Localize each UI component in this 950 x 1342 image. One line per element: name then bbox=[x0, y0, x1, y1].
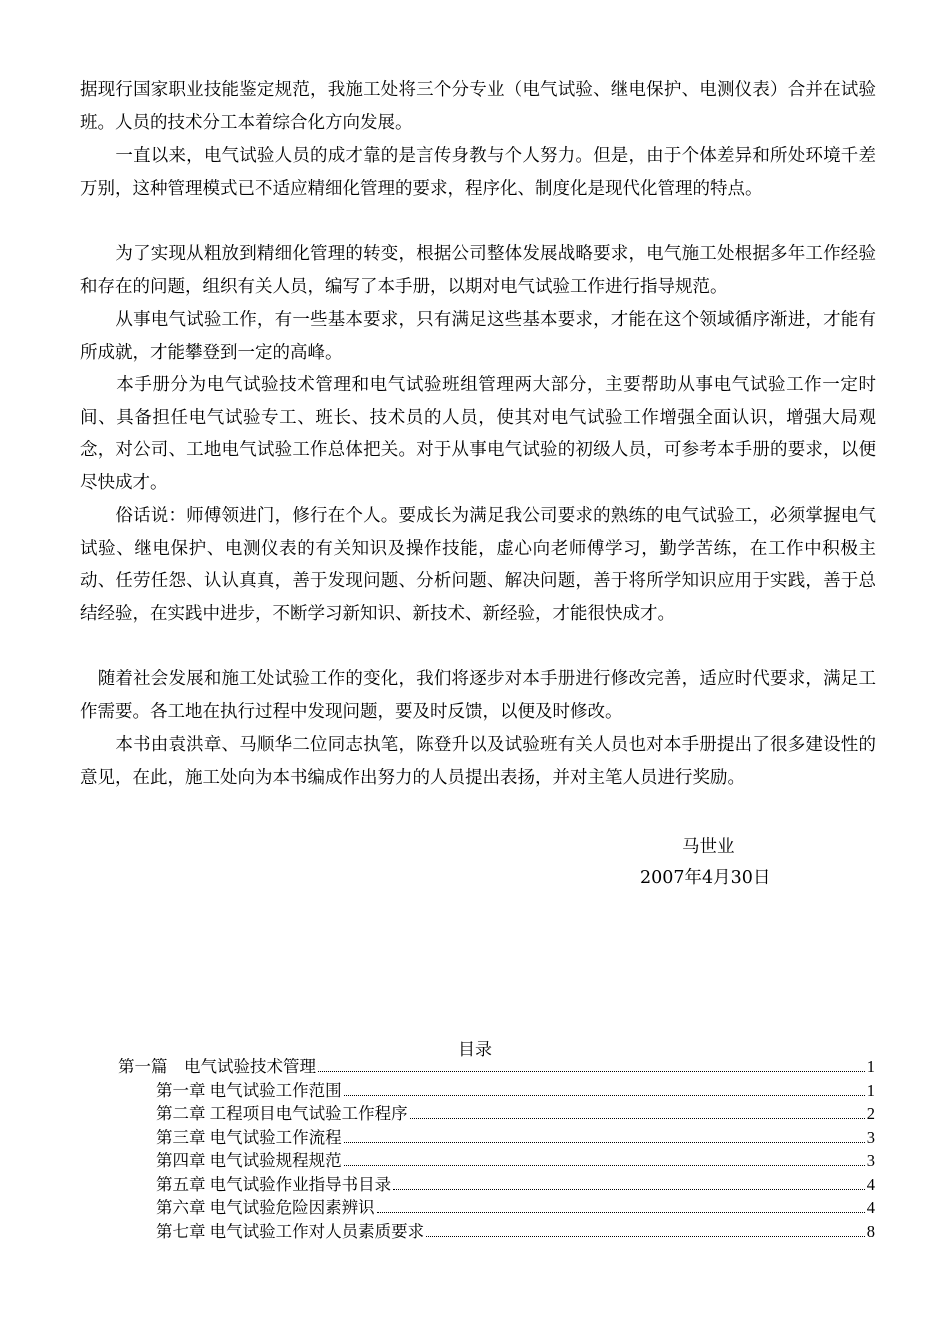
paragraph-8: 本书由袁洪章、马顺华二位同志执笔，陈登升以及试验班有关人员也对本手册提出了很多建设性的意见，在此，施工处向为本书编成作出努力的人员提出表扬，并对主笔人员进行奖励。 bbox=[80, 735, 876, 788]
toc-entry-label: 第三章 电气试验工作流程 bbox=[156, 1127, 342, 1147]
toc-entry-label: 第二章 工程项目电气试验工作程序 bbox=[156, 1104, 408, 1123]
toc-entry-label: 第一篇 电气试验技术管理 bbox=[118, 1057, 316, 1076]
paragraph-2: 一直以来，电气试验人员的成才靠的是言传身教与个人努力。但是，由于个体差异和所处环境千差万别，这种管理模式已不适应精细化管理的要求，程序化、制度化是现代化管理的特点。 bbox=[80, 146, 876, 199]
toc-entry-label: 第六章 电气试验危险因素辨识 bbox=[156, 1198, 375, 1217]
toc-entry-chapter-1[interactable] bbox=[118, 1079, 875, 1103]
paragraph-5: 本手册分为电气试验技术管理和电气试验班组管理两大部分，主要帮助从事电气试验工作一定时间、具备担任电气试验专工、班长、技术员的人员，使其对电气试验工作增强全面认识，增强大局观念，对公司、工地电气试验工作总体把关。对于从事电气试验的初级人员，可参考本手册的要求，以便尽快成才。 bbox=[80, 375, 876, 493]
toc-entry-chapter-4[interactable] bbox=[118, 1149, 875, 1173]
paragraph-7: 随着社会发展和施工处试验工作的变化，我们将逐步对本手册进行修改完善，适应时代要求，满足工作需要。各工地在执行过程中发现问题，要及时反馈，以便及时修改。 bbox=[80, 669, 876, 722]
toc-title: 目录 bbox=[458, 1040, 492, 1059]
toc-leader-dots bbox=[377, 1211, 865, 1213]
toc-entry-part-1[interactable] bbox=[118, 1055, 875, 1079]
toc-leader-dots bbox=[410, 1117, 865, 1119]
toc-leader-dots bbox=[318, 1070, 865, 1072]
toc-entry-page: 1 bbox=[866, 1080, 875, 1100]
toc-entry-chapter-2[interactable] bbox=[118, 1102, 875, 1126]
toc-entry-label: 第五章 电气试验作业指导书目录 bbox=[156, 1174, 392, 1194]
paragraph-3: 为了实现从粗放到精细化管理的转变，根据公司整体发展战略要求，电气施工处根据多年工作经验和存在的问题，组织有关人员，编写了本手册，以期对电气试验工作进行指导规范。 bbox=[80, 244, 876, 297]
toc-leader-dots bbox=[426, 1235, 865, 1237]
toc-entry-page: 2 bbox=[866, 1104, 875, 1123]
signature-date: 2007年4月30日 bbox=[640, 868, 771, 888]
toc-leader-dots bbox=[393, 1188, 865, 1190]
paragraph-6: 俗话说：师傅领进门，修行在个人。要成长为满足我公司要求的熟练的电气试验工，必须掌握电气试验、继电保护、电测仪表的有关知识及操作技能，虚心向老师傅学习，勤学苦练，在工作中积极主动、任劳任怨、认认真真，善于发现问题、分析问题、解决问题，善于将所学知识应用于实践，善于总结经验，在实践中进步，不断学习新知识、新技术、新经验，才能很快成才。 bbox=[80, 506, 876, 624]
table-of-contents bbox=[118, 1055, 875, 1243]
toc-entry-page: 3 bbox=[866, 1151, 875, 1170]
toc-entry-label: 第四章 电气试验规程规范 bbox=[156, 1151, 342, 1170]
signature-name: 马世业 bbox=[682, 837, 735, 857]
toc-entry-page: 4 bbox=[866, 1174, 875, 1194]
toc-entry-chapter-6[interactable] bbox=[118, 1196, 875, 1220]
toc-entry-label: 第一章 电气试验工作范围 bbox=[156, 1080, 342, 1100]
toc-leader-dots bbox=[344, 1094, 865, 1096]
toc-entry-chapter-7[interactable] bbox=[118, 1220, 875, 1244]
toc-leader-dots bbox=[344, 1141, 865, 1143]
toc-entry-label: 第七章 电气试验工作对人员素质要求 bbox=[156, 1221, 425, 1241]
toc-entry-chapter-3[interactable] bbox=[118, 1126, 875, 1150]
toc-entry-chapter-5[interactable] bbox=[118, 1173, 875, 1197]
paragraph-1: 据现行国家职业技能鉴定规范，我施工处将三个分专业（电气试验、继电保护、电测仪表）合并在试验班。人员的技术分工本着综合化方向发展。 bbox=[80, 80, 876, 133]
toc-leader-dots bbox=[344, 1164, 865, 1166]
paragraph-4: 从事电气试验工作，有一些基本要求，只有满足这些基本要求，才能在这个领域循序渐进，才能有所成就，才能攀登到一定的高峰。 bbox=[80, 310, 876, 363]
toc-entry-page: 3 bbox=[866, 1127, 875, 1147]
toc-entry-page: 8 bbox=[866, 1221, 875, 1241]
toc-entry-page: 4 bbox=[866, 1198, 875, 1217]
toc-entry-page: 1 bbox=[866, 1057, 875, 1076]
